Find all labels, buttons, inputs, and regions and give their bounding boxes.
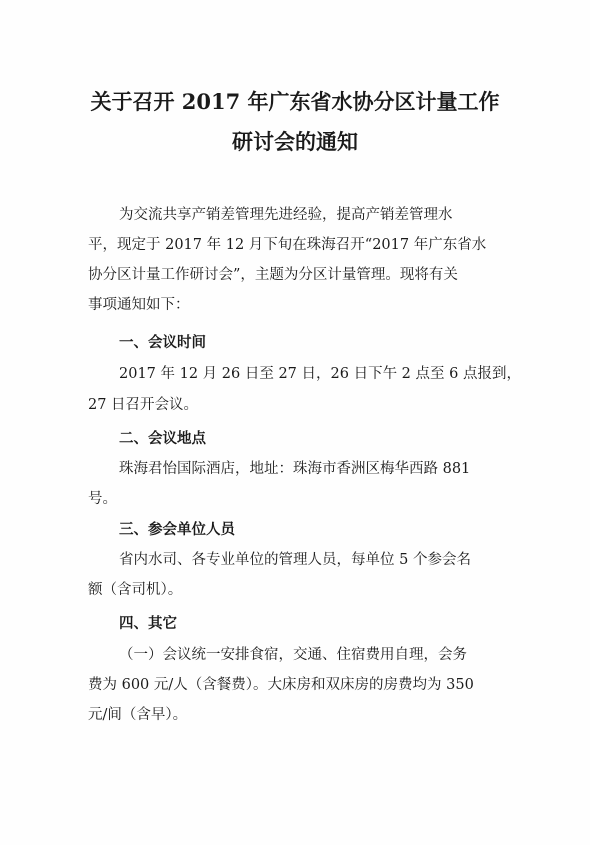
section-other-line-1: （一）会议统一安排食宿，交通、住宿费用自理，会务: [119, 647, 467, 663]
section-time-line-2: 27 日召开会议。: [88, 397, 199, 413]
section-heading-attendees: 三、参会单位人员: [119, 522, 235, 538]
intro-line-2: 平，现定于 2017 年 12 月下旬在珠海召开“2017 年广东省水: [88, 237, 487, 253]
section-heading-other: 四、其它: [119, 616, 177, 632]
section-attendees-line-1: 省内水司、各专业单位的管理人员，每单位 5 个参会名: [119, 552, 471, 568]
section-other-line-3: 元/间（含早）。: [88, 707, 188, 723]
document-title-line1: 关于召开 2017 年广东省水协分区计量工作: [90, 89, 500, 114]
section-location-line-1: 珠海君怡国际酒店，地址：珠海市香洲区梅华西路 881: [119, 461, 471, 477]
section-heading-location: 二、会议地点: [119, 431, 206, 447]
document-title-line2: 研讨会的通知: [232, 129, 358, 154]
section-other-line-2: 费为 600 元/人（含餐费）。大床房和双床房的房费均为 350: [88, 677, 474, 693]
intro-line-4: 事项通知如下：: [88, 297, 190, 313]
section-time-line-1: 2017 年 12 月 26 日至 27 日，26 日下午 2 点至 6 点报到，: [119, 366, 521, 382]
section-attendees-line-2: 额（含司机）。: [88, 582, 183, 598]
intro-line-1: 为交流共享产销差管理先进经验，提高产销差管理水: [119, 207, 453, 223]
section-heading-time: 一、会议时间: [119, 335, 206, 351]
section-location-line-2: 号。: [88, 491, 117, 507]
intro-line-3: 协分区计量工作研讨会”，主题为分区计量管理。现将有关: [88, 267, 458, 283]
